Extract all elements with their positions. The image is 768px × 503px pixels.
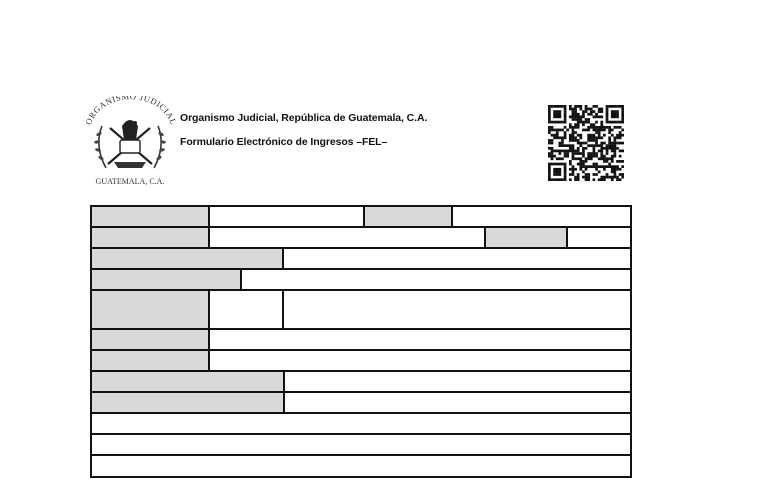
- form-full-row: [90, 433, 632, 456]
- form-full-row: [90, 454, 632, 478]
- form-label-cell: [90, 247, 284, 270]
- form-label-cell: [90, 391, 285, 414]
- form-value-cell: [208, 289, 284, 330]
- form-label-cell: [90, 349, 210, 372]
- qr-code-icon: [548, 105, 624, 181]
- form-label-cell: [90, 226, 210, 249]
- form-value-cell: [283, 370, 632, 393]
- form-value-cell: [283, 391, 632, 414]
- form-label-cell: [90, 268, 242, 291]
- form-full-row: [90, 412, 632, 435]
- form-value-cell: [208, 205, 365, 228]
- form-label-cell: [484, 226, 568, 249]
- form-value-cell: [282, 289, 632, 330]
- form-value-cell: [566, 226, 632, 249]
- form-label-cell: [363, 205, 453, 228]
- seal-emblem-icon: [80, 96, 180, 188]
- form-label-cell: [90, 289, 210, 330]
- form-value-cell: [208, 226, 486, 249]
- form-value-cell: [208, 349, 632, 372]
- seal-top-text: ORGANISMO JUDICIAL: [83, 96, 179, 127]
- form-label-cell: [90, 370, 285, 393]
- qr-code: [548, 105, 624, 181]
- institution-name: Organismo Judicial, República de Guatemala, C.A.: [180, 112, 428, 124]
- form-value-cell: [240, 268, 632, 291]
- form-title: Formulario Electrónico de Ingresos –FEL–: [180, 136, 388, 148]
- form-value-cell: [282, 247, 632, 270]
- form-value-cell: [208, 328, 632, 351]
- form-value-cell: [451, 205, 632, 228]
- form-label-cell: [90, 205, 210, 228]
- seal-bottom-text: GUATEMALA, C.A.: [95, 177, 165, 186]
- judicial-seal: [80, 96, 180, 188]
- form-label-cell: [90, 328, 210, 351]
